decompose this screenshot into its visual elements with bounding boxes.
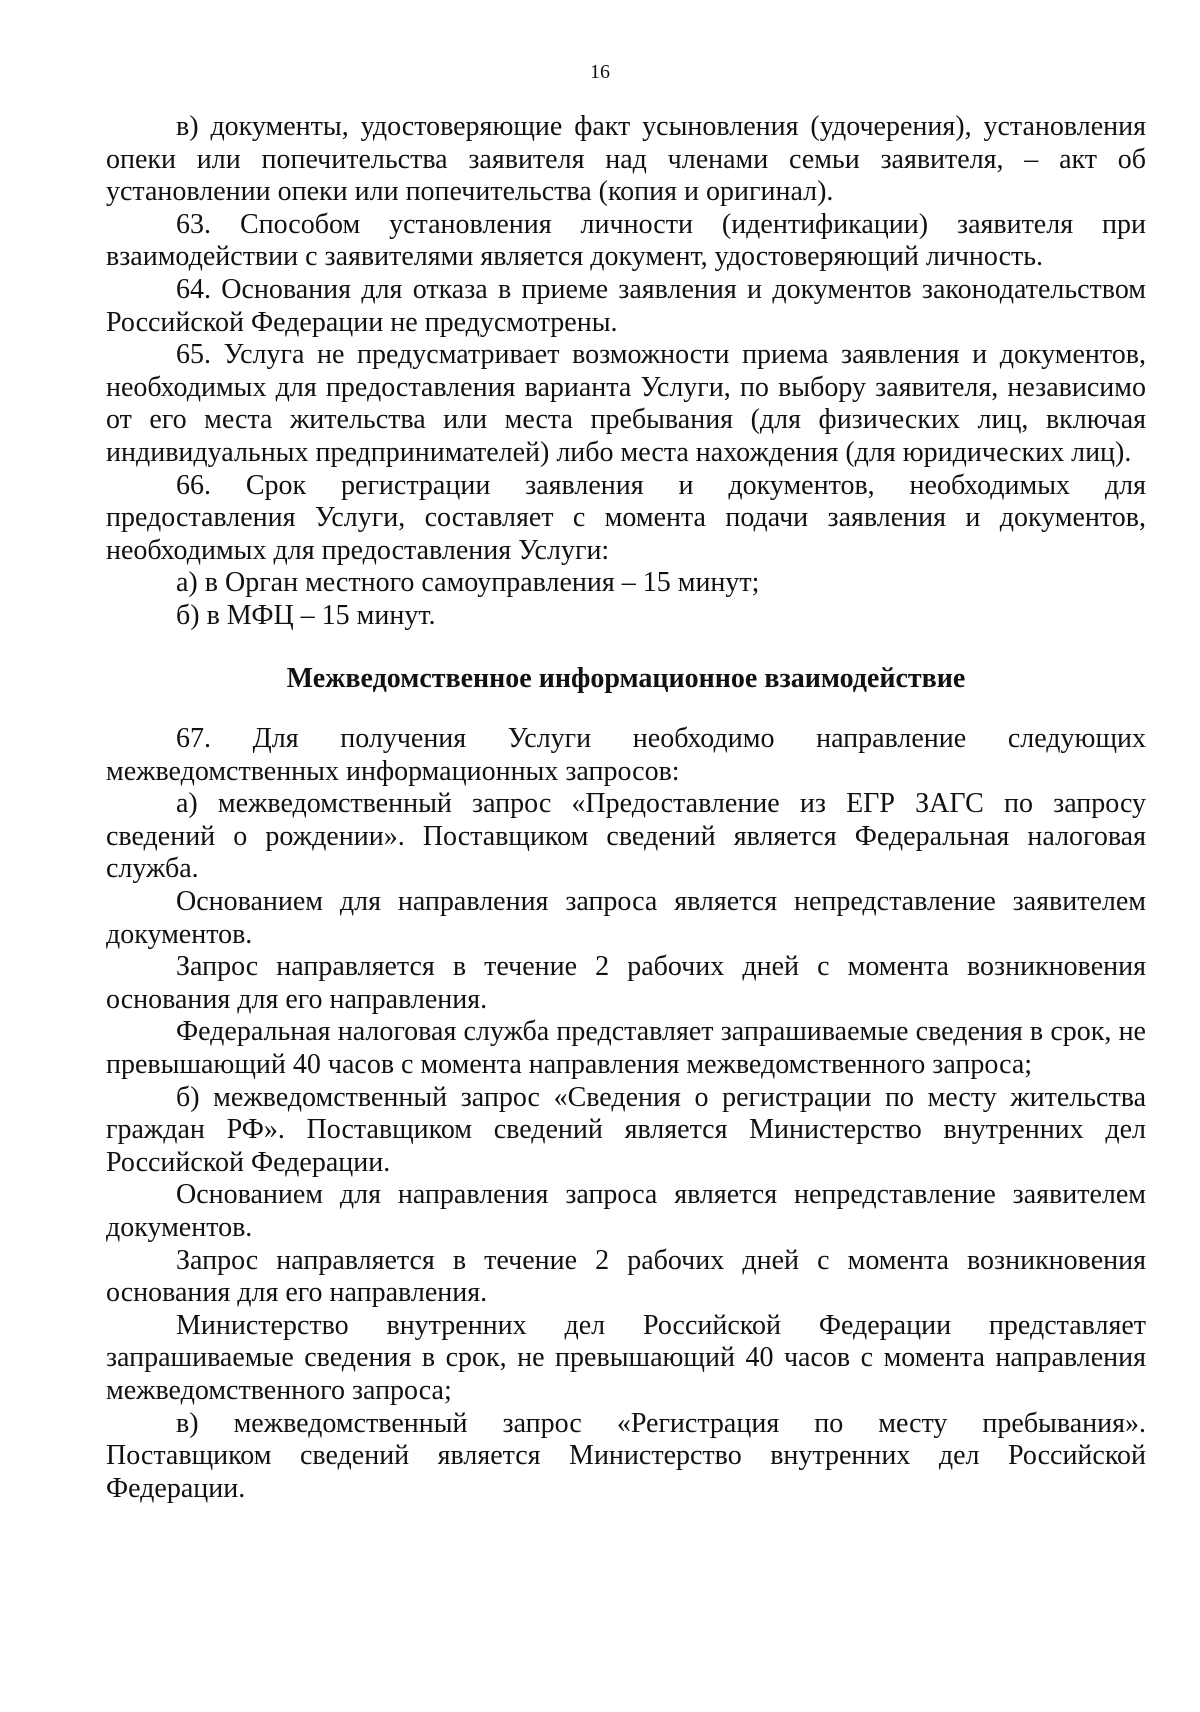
section-heading: Межведомственное информационное взаимодействие [286, 662, 966, 694]
paragraph-request-b-residence: б) межведомственный запрос «Сведения о регистрации по месту жительства граждан РФ». Поставщиком сведений является Министерство внутренних дел Российской Федерации. [106, 1081, 1146, 1178]
paragraph-request-b-basis: Основанием для направления запроса является непредставление заявителем документов. [106, 1179, 1146, 1243]
paragraph-request-a-birth: а) межведомственный запрос «Предоставление из ЕГР ЗАГС по запросу сведений о рождении». Поставщиком сведений является Федеральная налоговая служба. [106, 788, 1146, 885]
paragraph-request-c-stay: в) межведомственный запрос «Регистрация по месту пребывания». Поставщиком сведений является Министерство внутренних дел Российской Федерации. [106, 1407, 1146, 1504]
paragraph-64-refusal-grounds: 64. Основания для отказа в приеме заявления и документов законодательством Российской Федерации не предусмотрены. [106, 273, 1146, 338]
paragraph-guardianship-documents: в) документы, удостоверяющие факт усыновления (удочерения), установления опеки или попечительства заявителя над членами семьи заявителя, – акт об установлении опеки или попечительства (копия и оригинал). [106, 111, 1146, 208]
paragraph-63-identification: 63. Способом установления личности (идентификации) заявителя при взаимодействии с заявителями является документ, удостоверяющий личность. [106, 208, 1146, 273]
paragraph-67-interagency-requests: 67. Для получения Услуги необходимо направление следующих межведомственных информационных запросов: [106, 723, 1146, 787]
page-number: 16 [590, 61, 610, 83]
paragraph-65-extraterritorial: 65. Услуга не предусматривает возможности приема заявления и документов, необходимых для предоставления варианта Услуги, по выбору заявителя, независимо от его места жительства или места пребывания (для физических лиц, включая индивидуальных предпринимателей) либо места нахождения (для юридических лиц). [106, 339, 1146, 468]
paragraph-request-a-basis: Основанием для направления запроса является непредставление заявителем документов. [106, 886, 1146, 950]
list-item-local-authority: а) в Орган местного самоуправления – 15 минут; [176, 567, 760, 599]
list-item-mfc: б) в МФЦ – 15 минут. [176, 599, 436, 631]
document-body [106, 111, 1146, 1505]
paragraph-request-b-timing: Запрос направляется в течение 2 рабочих дней с момента возникновения основания для его направления. [106, 1244, 1146, 1309]
paragraph-request-b-response: Министерство внутренних дел Российской Федерации представляет запрашиваемые сведения в срок, не превышающий 40 часов с момента направления межведомственного запроса; [106, 1309, 1146, 1406]
paragraph-request-a-timing: Запрос направляется в течение 2 рабочих дней с момента возникновения основания для его направления. [106, 951, 1146, 1015]
paragraph-66-registration-term: 66. Срок регистрации заявления и документов, необходимых для предоставления Услуги, составляет с момента подачи заявления и документов, необходимых для предоставления Услуги: [106, 469, 1146, 566]
paragraph-request-a-response: Федеральная налоговая служба представляет запрашиваемые сведения в срок, не превышающий 40 часов с момента направления межведомственного запроса; [106, 1016, 1146, 1081]
